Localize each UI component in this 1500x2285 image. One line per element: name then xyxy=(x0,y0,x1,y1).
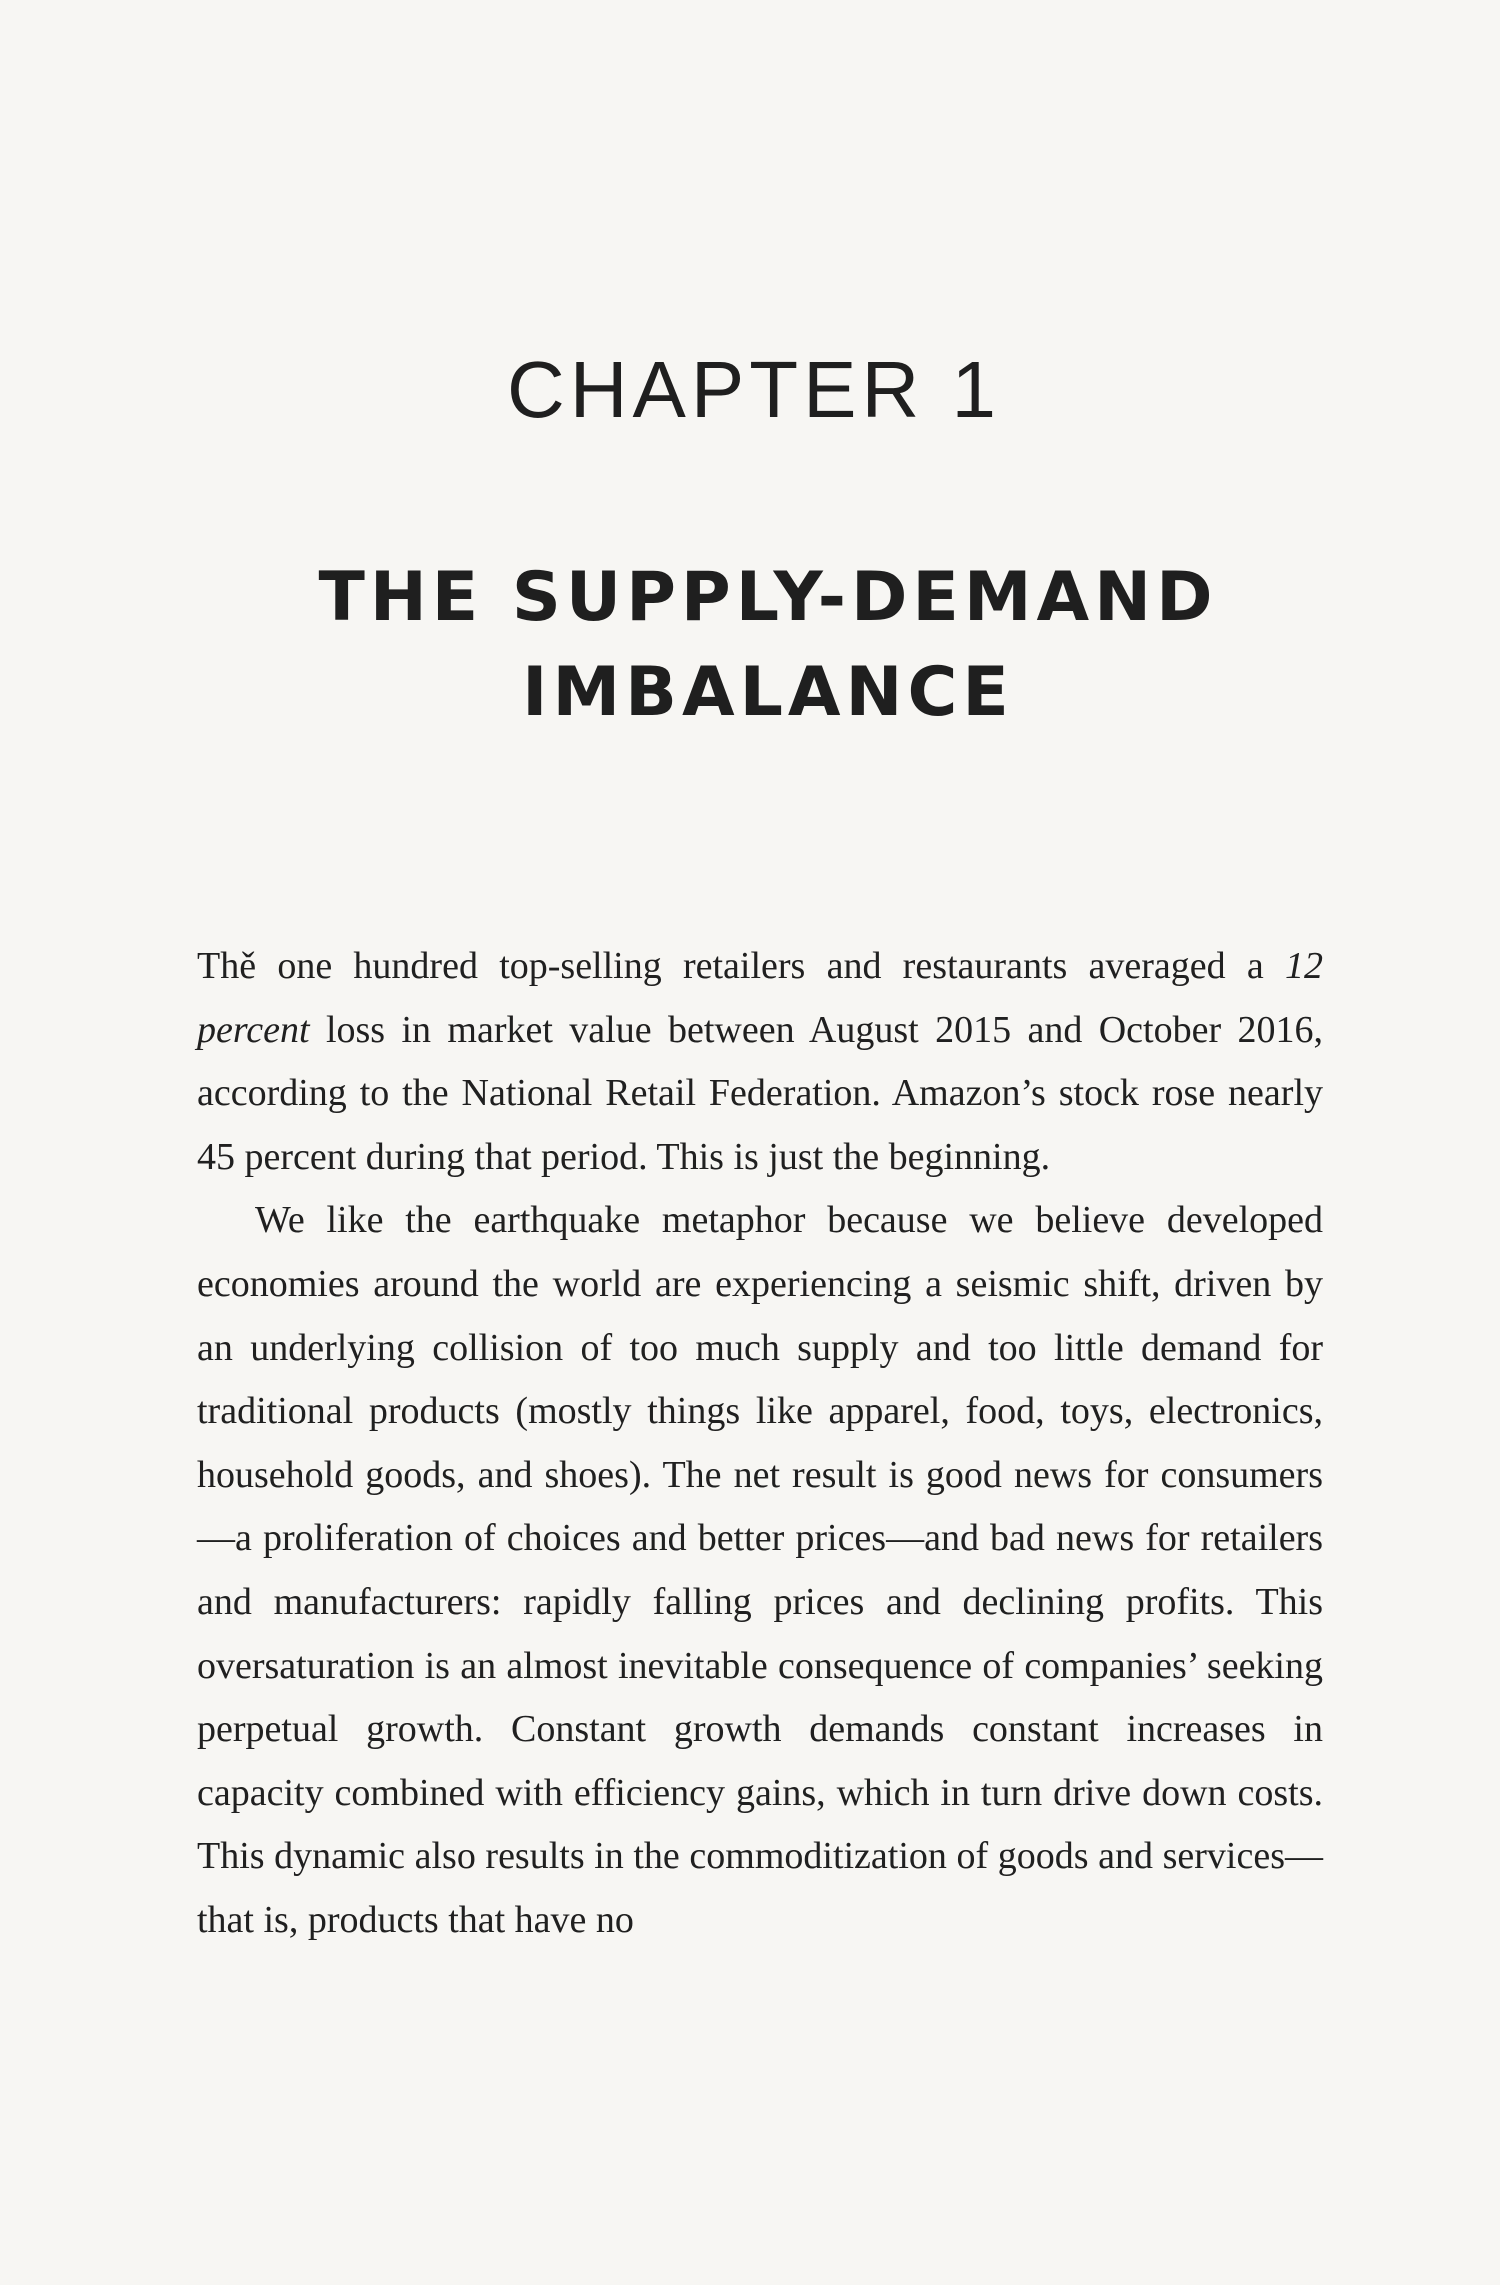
paragraph-2: We like the earthquake metaphor because we believe developed economies around the world are experiencing a seismic shift, driven by an underlying collision of too much supply and too little demand for traditional products (mostly things like apparel, food, toys, electronics, household goods, and shoes). The net result is good news for consumers—a proliferation of choices and better prices—and bad news for retailers and manufacturers: rapidly falling prices and declining profits. This oversaturation is an almost inevitable consequence of companies’ seeking perpetual growth. Constant growth demands constant increases in capacity combined with efficiency gains, which in turn drive down costs. This dynamic also results in the commoditization of goods and services—that is, products that have no xyxy=(197,1199,1323,1941)
chapter-number: CHAPTER 1 xyxy=(507,345,1001,434)
paragraph-1-lead: Thě one hundred top-selling retailers and restaurants averaged a xyxy=(197,945,1285,987)
body-text xyxy=(197,935,1323,1953)
chapter-title-line-1: THE SUPPLY-DEMAND xyxy=(318,558,1218,637)
paragraph-1 xyxy=(197,935,1323,1189)
chapter-title xyxy=(0,550,1500,740)
paragraph-1-rest: loss in market value between August 2015 and October 2016, according to the National Retail Federation. Amazon’s stock rose nearly 45 percent during that period. This is just the beginning. xyxy=(197,1008,1323,1178)
paragraph-1-emphasis: 12 percent xyxy=(197,945,1323,1051)
chapter-title-line-2: IMBALANCE xyxy=(522,653,1014,733)
